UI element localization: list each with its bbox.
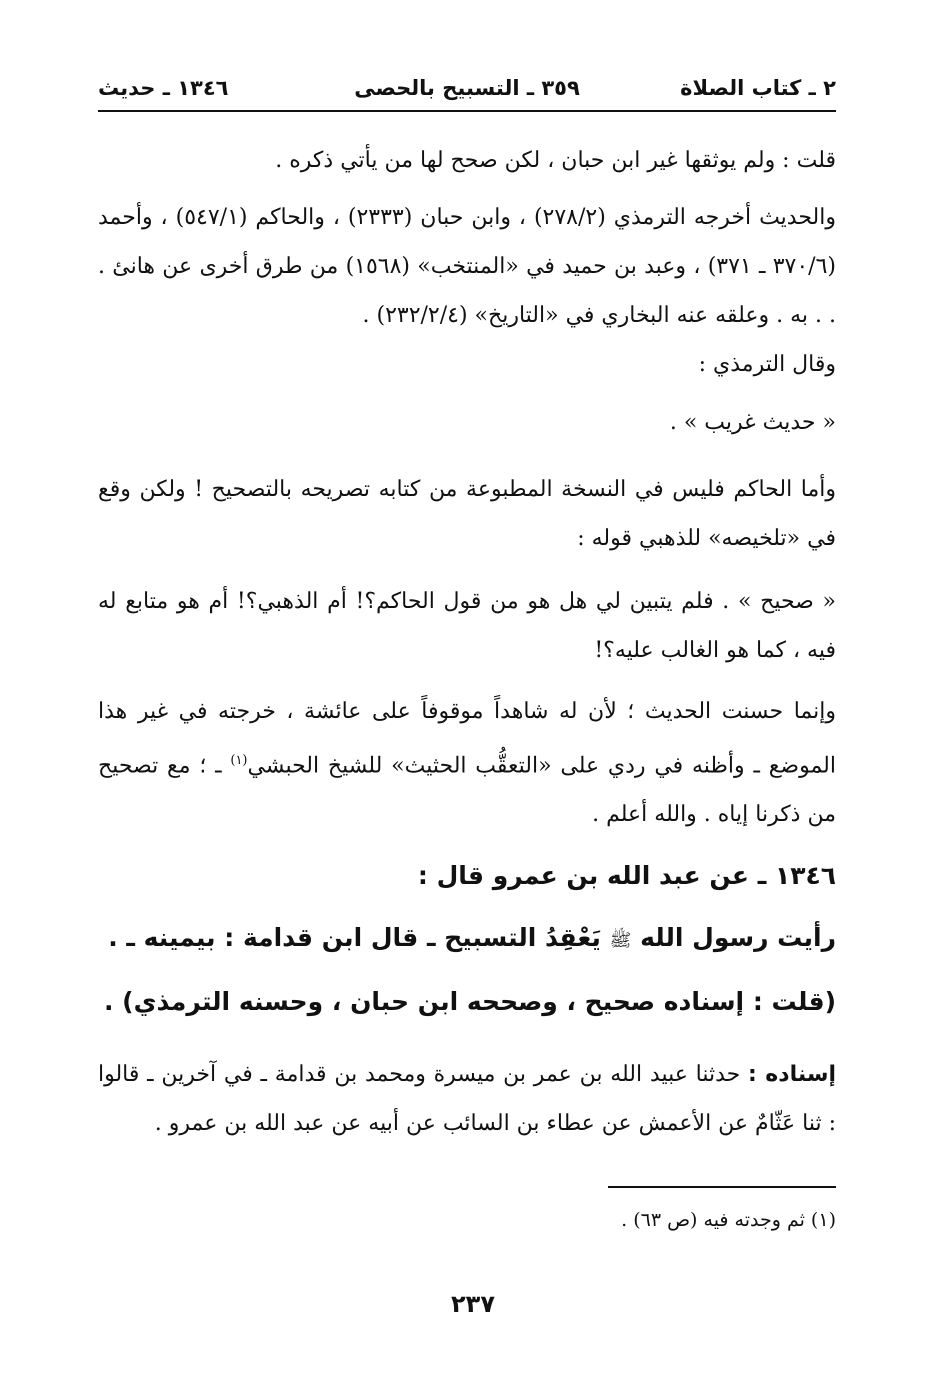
- paragraph-quote-gharib: « حديث غريب » .: [669, 410, 836, 435]
- footnote-ref[interactable]: (١): [230, 753, 248, 768]
- hadith-text-end: يَعْقِدُ التسبيح ـ قال ابن قدامة : بيمينه ـ .: [108, 923, 601, 952]
- footnote-separator: [608, 1186, 836, 1188]
- hadith-text-start: رأيت رسول الله: [640, 923, 836, 952]
- paragraph-takhrij: [98, 193, 836, 389]
- salutation-glyph: ﷺ: [609, 930, 632, 951]
- paragraph-isnad: [98, 1050, 836, 1148]
- paragraph-hakim: وأما الحاكم فليس في النسخة المطبوعة من كتابه تصريحه بالتصحيح ! ولكن وقع في «تلخيصه» للذهبي قوله :: [98, 477, 836, 551]
- tirmidhi-said: وقال الترمذي :: [698, 352, 836, 377]
- header-hadith-number: ١٣٤٦ ـ حديث: [98, 76, 229, 100]
- hadith-grade: (قلت : إسناده صحيح ، وصححه ابن حبان ، وحسنه الترمذي) .: [103, 987, 836, 1016]
- header-chapter: ٢ ـ كتاب الصلاة: [680, 76, 836, 100]
- page-number: ٢٣٧: [451, 1290, 495, 1318]
- header-section: ٣٥٩ ـ التسبيح بالحصى: [354, 76, 580, 100]
- isnad-text: حدثنا عبيد الله بن عمر بن ميسرة ومحمد بن قدامة ـ في آخرين ـ قالوا : ثنا عَثّامٌ عن الأعمش عن عطاء بن السائب عن أبيه عن عبد الله بن عمرو .: [98, 1062, 836, 1136]
- isnad-label: إسناده :: [748, 1062, 836, 1087]
- footnote: (١) ثم وجدته فيه (ص ٦٣) .: [621, 1209, 836, 1231]
- hasan-reason-tail: ـ ؛ مع تصحيح من ذكرنا إياه . والله أعلم .: [98, 753, 836, 828]
- paragraph-note: قلت : ولم يوثقها غير ابن حبان ، لكن صحح لها من يأتي ذكره .: [275, 148, 836, 173]
- hasan-reason-text: وإنما حسنت الحديث ؛ لأن له شاهداً موقوفاً على عائشة ، خرجته في غير هذا الموضع ـ وأظنه في ردي على «التعقُّب الحثيث» للشيخ الحبشي: [98, 699, 836, 779]
- hadith-number-line: ١٣٤٦ ـ عن عبد الله بن عمرو قال :: [417, 861, 836, 890]
- hadith-text: [98, 918, 836, 961]
- paragraph-sahih-question: « صحيح » . فلم يتبين لي هل هو من قول الحاكم؟! أم الذهبي؟! أم هو متابع له فيه ، كما هو الغالب عليه؟!: [98, 589, 836, 663]
- paragraph-hasan-reason: [98, 687, 836, 839]
- running-header: [98, 74, 836, 112]
- takhrij-text: والحديث أخرجه الترمذي (٢٧٨/٢) ، وابن حبان (٢٣٣٣) ، والحاكم (٥٤٧/١) ، وأحمد (٣٧٠/٦ ـ ٣٧١) ، وعبد بن حميد في «المنتخب» (١٥٦٨) من طرق أخرى عن هانئ . . . به . وعلقه عنه البخاري في «التاريخ» (٢٣٢/٢/٤) .: [98, 205, 836, 328]
